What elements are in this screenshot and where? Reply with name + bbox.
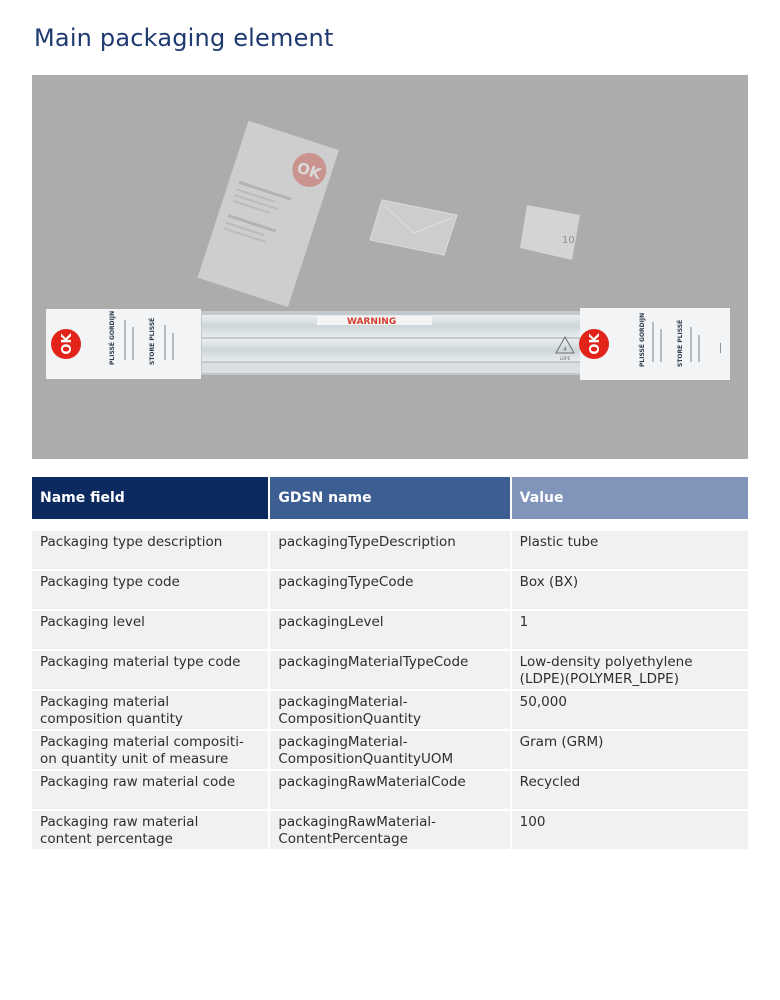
- right-label-line1: PLISSÉ GORDIJN: [639, 312, 646, 367]
- cell-value: 100: [512, 811, 748, 849]
- plastic-tube: [192, 311, 582, 375]
- clear-bag: [370, 200, 457, 255]
- small-tag-card: [520, 205, 580, 260]
- table-row: [32, 811, 748, 849]
- page-title: Main packaging element: [34, 24, 334, 52]
- table-row: [32, 771, 748, 809]
- cell-value: Gram (GRM): [512, 731, 748, 769]
- header-name-field: Name field: [32, 477, 268, 519]
- table-row: [32, 611, 748, 649]
- cell-value: 50,000: [512, 691, 748, 729]
- left-logo-text: OK: [60, 333, 75, 355]
- recycle-text: LDPE: [559, 356, 571, 361]
- right-label: [579, 308, 730, 380]
- cell-name-field: Packaging raw material code: [32, 771, 268, 809]
- cell-name-field: Packaging type code: [32, 571, 268, 609]
- packaging-table: [32, 477, 748, 851]
- cell-name-field: Packaging type description: [32, 531, 268, 569]
- cell-gdsn-name: packagingMaterial- CompositionQuantityUOM: [270, 731, 509, 769]
- left-label: [46, 309, 201, 379]
- warning-label: WARNING: [347, 317, 397, 327]
- right-label-line2: STORE PLISSÉ: [677, 319, 684, 367]
- cell-gdsn-name: packagingRawMaterial- ContentPercentage: [270, 811, 509, 849]
- table-row: [32, 531, 748, 569]
- cell-name-field: Packaging material compositi- on quantity unit of measure: [32, 731, 268, 769]
- cell-gdsn-name: packagingMaterialTypeCode: [270, 651, 509, 689]
- cell-name-field: Packaging raw material content percentage: [32, 811, 268, 849]
- faded-box-background: [198, 121, 339, 307]
- cell-gdsn-name: packagingLevel: [270, 611, 509, 649]
- cell-gdsn-name: packagingTypeDescription: [270, 531, 509, 569]
- header-value: Value: [512, 477, 748, 519]
- cell-name-field: Packaging material composition quantity: [32, 691, 268, 729]
- left-label-line2: STORE PLISSÉ: [149, 317, 156, 365]
- packaging-illustration: [32, 75, 748, 459]
- left-label-line1: PLISSÉ GORDIJN: [109, 310, 116, 365]
- table-row: [32, 571, 748, 609]
- cell-gdsn-name: packagingTypeCode: [270, 571, 509, 609]
- table-row: [32, 731, 748, 769]
- cell-gdsn-name: packagingRawMaterialCode: [270, 771, 509, 809]
- product-photo: [32, 75, 748, 459]
- header-gdsn-name: GDSN name: [270, 477, 509, 519]
- recycle-code: 4: [563, 346, 567, 353]
- cell-value: 1: [512, 611, 748, 649]
- table-row: [32, 651, 748, 689]
- right-logo-text: OK: [588, 333, 603, 355]
- cell-name-field: Packaging level: [32, 611, 268, 649]
- cell-name-field: Packaging material type code: [32, 651, 268, 689]
- cell-value: Low-density polyethylene (LDPE)(POLYMER_LDPE): [512, 651, 748, 689]
- faded-logo-text: OK: [294, 158, 324, 184]
- table-row: [32, 691, 748, 729]
- cell-value: Plastic tube: [512, 531, 748, 569]
- cell-gdsn-name: packagingMaterial- CompositionQuantity: [270, 691, 509, 729]
- cell-value: Box (BX): [512, 571, 748, 609]
- cell-value: Recycled: [512, 771, 748, 809]
- table-header: [32, 477, 748, 519]
- tag-number: 10: [562, 235, 575, 246]
